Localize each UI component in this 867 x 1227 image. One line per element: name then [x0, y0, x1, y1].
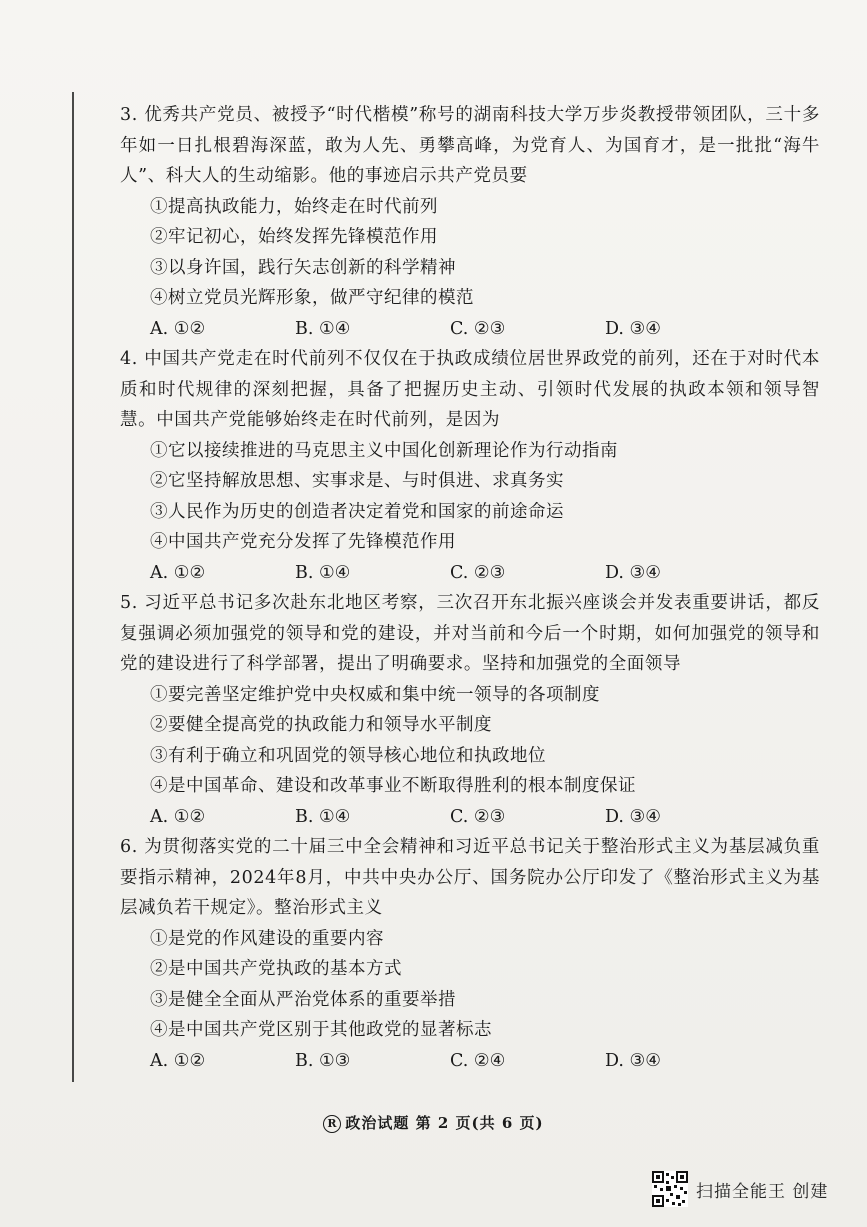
option-1: ①它以接续推进的马克思主义中国化创新理论作为行动指南 — [150, 440, 618, 461]
answer-b: B. ①④ — [295, 318, 351, 339]
answer-d: D. ③④ — [605, 806, 661, 827]
question-3 — [120, 100, 820, 344]
answer-a: A. ①② — [150, 806, 206, 827]
question-5 — [120, 588, 820, 832]
page-number-text: 政治试题 第 2 页(共 6 页) — [345, 1114, 544, 1132]
option-2: ②要健全提高党的执政能力和领导水平制度 — [150, 715, 492, 735]
question-4 — [120, 344, 820, 588]
option-4: ④中国共产党充分发挥了先锋模范作用 — [150, 532, 456, 552]
option-1: ①是党的作风建设的重要内容 — [150, 928, 384, 949]
answer-b: B. ①③ — [295, 1050, 351, 1071]
answer-choices — [120, 558, 820, 589]
answer-b: B. ①④ — [295, 806, 351, 827]
option-4: ④树立党员光辉形象，做严守纪律的模范 — [150, 288, 474, 308]
answer-choices — [120, 314, 820, 345]
answer-d: D. ③④ — [605, 1050, 661, 1071]
answer-a: A. ①② — [150, 1050, 206, 1071]
option-2: ②它坚持解放思想、实事求是、与时俱进、求真务实 — [150, 471, 564, 491]
option-4: ④是中国共产党区别于其他政党的显著标志 — [150, 1020, 492, 1040]
question-6 — [120, 832, 820, 1076]
answer-choices — [120, 802, 820, 833]
answer-b: B. ①④ — [295, 562, 351, 583]
registered-mark: R — [323, 1115, 341, 1133]
answer-d: D. ③④ — [605, 562, 661, 583]
question-stem: 3. 优秀共产党员、被授予“时代楷模”称号的湖南科技大学万步炎教授带领团队，三十多年如一日扎根碧海深蓝，敢为人先、勇攀高峰，为党育人、为国育才，是一批批“海牛人”、科大人的生动缩影。他的事迹启示共产党员要 — [120, 105, 820, 186]
answer-a: A. ①② — [150, 318, 206, 339]
answer-a: A. ①② — [150, 562, 206, 583]
answer-d: D. ③④ — [605, 318, 661, 339]
option-3: ③有利于确立和巩固党的领导核心地位和执政地位 — [150, 745, 546, 766]
option-2: ②是中国共产党执政的基本方式 — [150, 959, 402, 979]
answer-c: C. ②③ — [450, 562, 506, 583]
option-1: ①提高执政能力，始终走在时代前列 — [150, 196, 438, 217]
question-stem: 5. 习近平总书记多次赴东北地区考察，三次召开东北振兴座谈会并发表重要讲话，都反复强调必须加强党的领导和党的建设，并对当前和今后一个时期，如何加强党的领导和党的建设进行了科学部署，提出了明确要求。坚持和加强党的全面领导 — [120, 593, 820, 674]
qr-code-icon — [652, 1171, 688, 1207]
questions-area — [120, 100, 820, 1076]
answer-c: C. ②③ — [450, 318, 506, 339]
answer-choices — [120, 1046, 820, 1077]
question-stem: 4. 中国共产党走在时代前列不仅仅在于执政成绩位居世界政党的前列，还在于对时代本质和时代规律的深刻把握，具备了把握历史主动、引领时代发展的执政本领和领导智慧。中国共产党能够始终走在时代前列，是因为 — [120, 349, 820, 430]
option-3: ③以身许国，践行矢志创新的科学精神 — [150, 257, 456, 278]
answer-c: C. ②③ — [450, 806, 506, 827]
option-1: ①要完善坚定维护党中央权威和集中统一领导的各项制度 — [150, 684, 600, 705]
question-stem: 6. 为贯彻落实党的二十届三中全会精神和习近平总书记关于整治形式主义为基层减负重要指示精神，2024年8月，中共中央办公厅、国务院办公厅印发了《整治形式主义为基层减负若干规定》。整治形式主义 — [120, 837, 820, 918]
option-3: ③是健全全面从严治党体系的重要举措 — [150, 989, 456, 1010]
scanner-text: 扫描全能王 创建 — [696, 1181, 829, 1202]
margin-line — [72, 92, 74, 1082]
option-4: ④是中国革命、建设和改革事业不断取得胜利的根本制度保证 — [150, 776, 636, 796]
page-footer — [0, 1112, 867, 1133]
scanner-watermark — [652, 1169, 828, 1209]
option-3: ③人民作为历史的创造者决定着党和国家的前途命运 — [150, 501, 564, 522]
answer-c: C. ②④ — [450, 1050, 506, 1071]
option-2: ②牢记初心，始终发挥先锋模范作用 — [150, 227, 438, 247]
